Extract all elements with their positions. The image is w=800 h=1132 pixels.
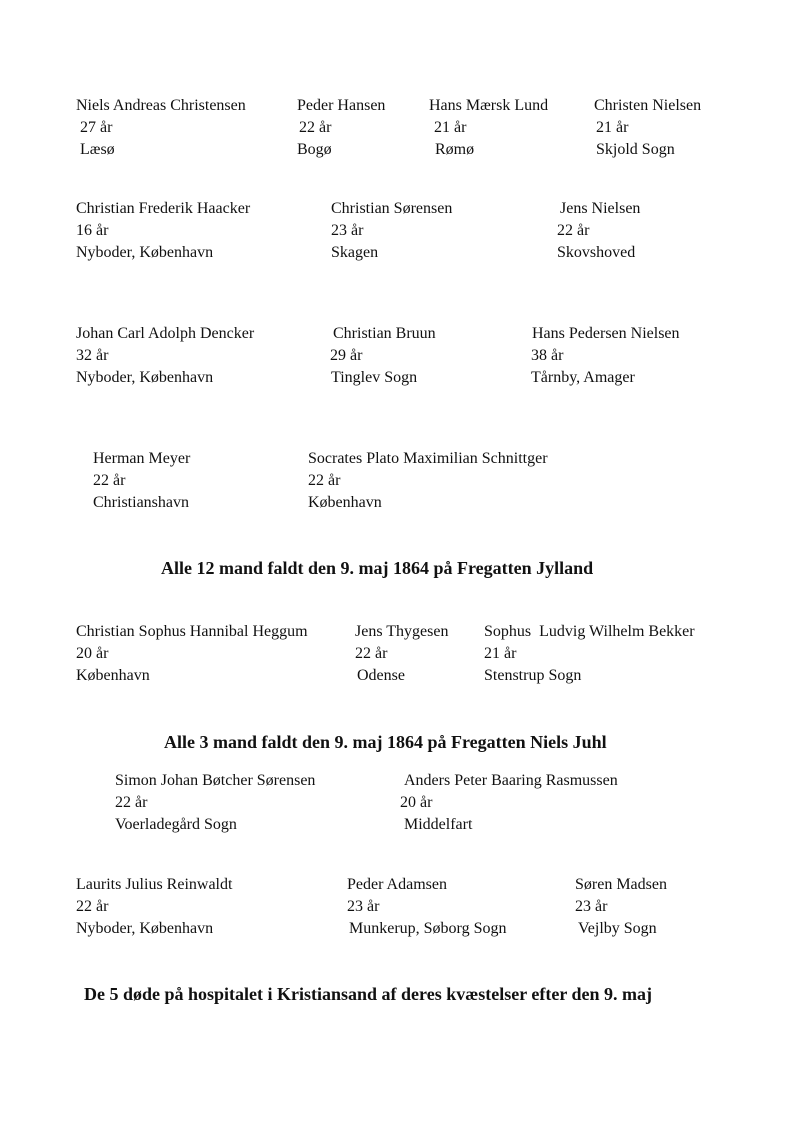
person-age: 22 år	[557, 222, 590, 239]
person-place: Stenstrup Sogn	[484, 667, 582, 684]
person-age: 38 år	[531, 347, 564, 364]
person-entry	[575, 874, 667, 940]
person-entry	[594, 95, 701, 161]
person-entry	[76, 323, 254, 389]
person-place: Skovshoved	[557, 244, 636, 261]
person-age: 22 år	[299, 119, 332, 136]
person-place: Vejlby Sogn	[578, 920, 657, 937]
person-name: Søren Madsen	[575, 876, 667, 893]
person-place: Nyboder, København	[76, 244, 214, 261]
person-name: Socrates Plato Maximilian Schnittger	[308, 450, 548, 467]
person-entry	[484, 621, 695, 687]
person-entry	[429, 95, 548, 161]
person-place: Nyboder, København	[76, 369, 214, 386]
person-age: 20 år	[400, 794, 433, 811]
person-name: Hans Pedersen Nielsen	[532, 325, 680, 342]
person-place: Odense	[357, 667, 405, 684]
person-entry	[347, 874, 507, 940]
person-age: 32 år	[76, 347, 109, 364]
person-name: Herman Meyer	[93, 450, 191, 467]
person-entry	[93, 448, 190, 514]
person-place: Nyboder, København	[76, 920, 214, 937]
person-name: Laurits Julius Reinwaldt	[76, 876, 233, 893]
person-age: 23 år	[575, 898, 608, 915]
person-name: Christian Sophus Hannibal Heggum	[76, 623, 308, 640]
section-heading: Alle 3 mand faldt den 9. maj 1864 på Fregatten Niels Juhl	[164, 732, 607, 752]
person-entry	[308, 448, 548, 514]
person-age: 21 år	[596, 119, 629, 136]
person-entry	[76, 621, 308, 687]
person-name: Christian Frederik Haacker	[76, 200, 251, 217]
person-name: Christian Bruun	[333, 325, 436, 342]
person-entry	[115, 770, 315, 836]
person-place: Middelfart	[404, 816, 473, 833]
person-name: Jens Nielsen	[560, 200, 641, 217]
person-entry	[297, 95, 385, 161]
person-name: Jens Thygesen	[355, 623, 449, 640]
person-name: Johan Carl Adolph Dencker	[76, 325, 255, 342]
person-place: Læsø	[80, 141, 115, 158]
person-entry	[76, 198, 250, 264]
person-name: Simon Johan Bøtcher Sørensen	[115, 772, 316, 789]
person-entry	[400, 770, 618, 836]
person-place: København	[76, 667, 150, 684]
person-name: Anders Peter Baaring Rasmussen	[404, 772, 618, 789]
person-age: 23 år	[331, 222, 364, 239]
person-name: Christen Nielsen	[594, 97, 702, 114]
person-place: Skjold Sogn	[596, 141, 675, 158]
section-heading: Alle 12 mand faldt den 9. maj 1864 på Fregatten Jylland	[161, 558, 594, 578]
person-age: 27 år	[80, 119, 113, 136]
person-place: Christianshavn	[93, 494, 189, 511]
person-entry	[557, 198, 640, 264]
person-age: 20 år	[76, 645, 109, 662]
person-age: 22 år	[93, 472, 126, 489]
section-heading: De 5 døde på hospitalet i Kristiansand af deres kvæstelser efter den 9. maj	[84, 984, 652, 1004]
person-age: 29 år	[330, 347, 363, 364]
person-place: København	[308, 494, 382, 511]
person-place: Skagen	[331, 244, 379, 261]
person-entry	[76, 874, 232, 940]
person-place: Munkerup, Søborg Sogn	[349, 920, 507, 937]
person-age: 22 år	[355, 645, 388, 662]
person-name: Christian Sørensen	[331, 200, 453, 217]
person-entry	[355, 621, 448, 687]
person-name: Niels Andreas Christensen	[76, 97, 246, 114]
person-name: Peder Adamsen	[347, 876, 447, 893]
person-age: 22 år	[76, 898, 109, 915]
person-age: 21 år	[434, 119, 467, 136]
person-place: Voerladegård Sogn	[115, 816, 237, 833]
person-age: 23 år	[347, 898, 380, 915]
person-entry	[76, 95, 246, 161]
person-entry	[330, 323, 436, 389]
person-name: Hans Mærsk Lund	[429, 97, 549, 114]
person-age: 22 år	[308, 472, 341, 489]
person-entry	[531, 323, 680, 389]
person-age: 21 år	[484, 645, 517, 662]
person-entry	[331, 198, 452, 264]
person-place: Rømø	[435, 141, 475, 158]
person-age: 16 år	[76, 222, 109, 239]
person-age: 22 år	[115, 794, 148, 811]
person-place: Tinglev Sogn	[331, 369, 418, 386]
person-name: Peder Hansen	[297, 97, 386, 114]
person-name: Sophus Ludvig Wilhelm Bekker	[484, 623, 695, 640]
person-place: Tårnby, Amager	[531, 369, 635, 386]
person-place: Bogø	[297, 141, 332, 158]
